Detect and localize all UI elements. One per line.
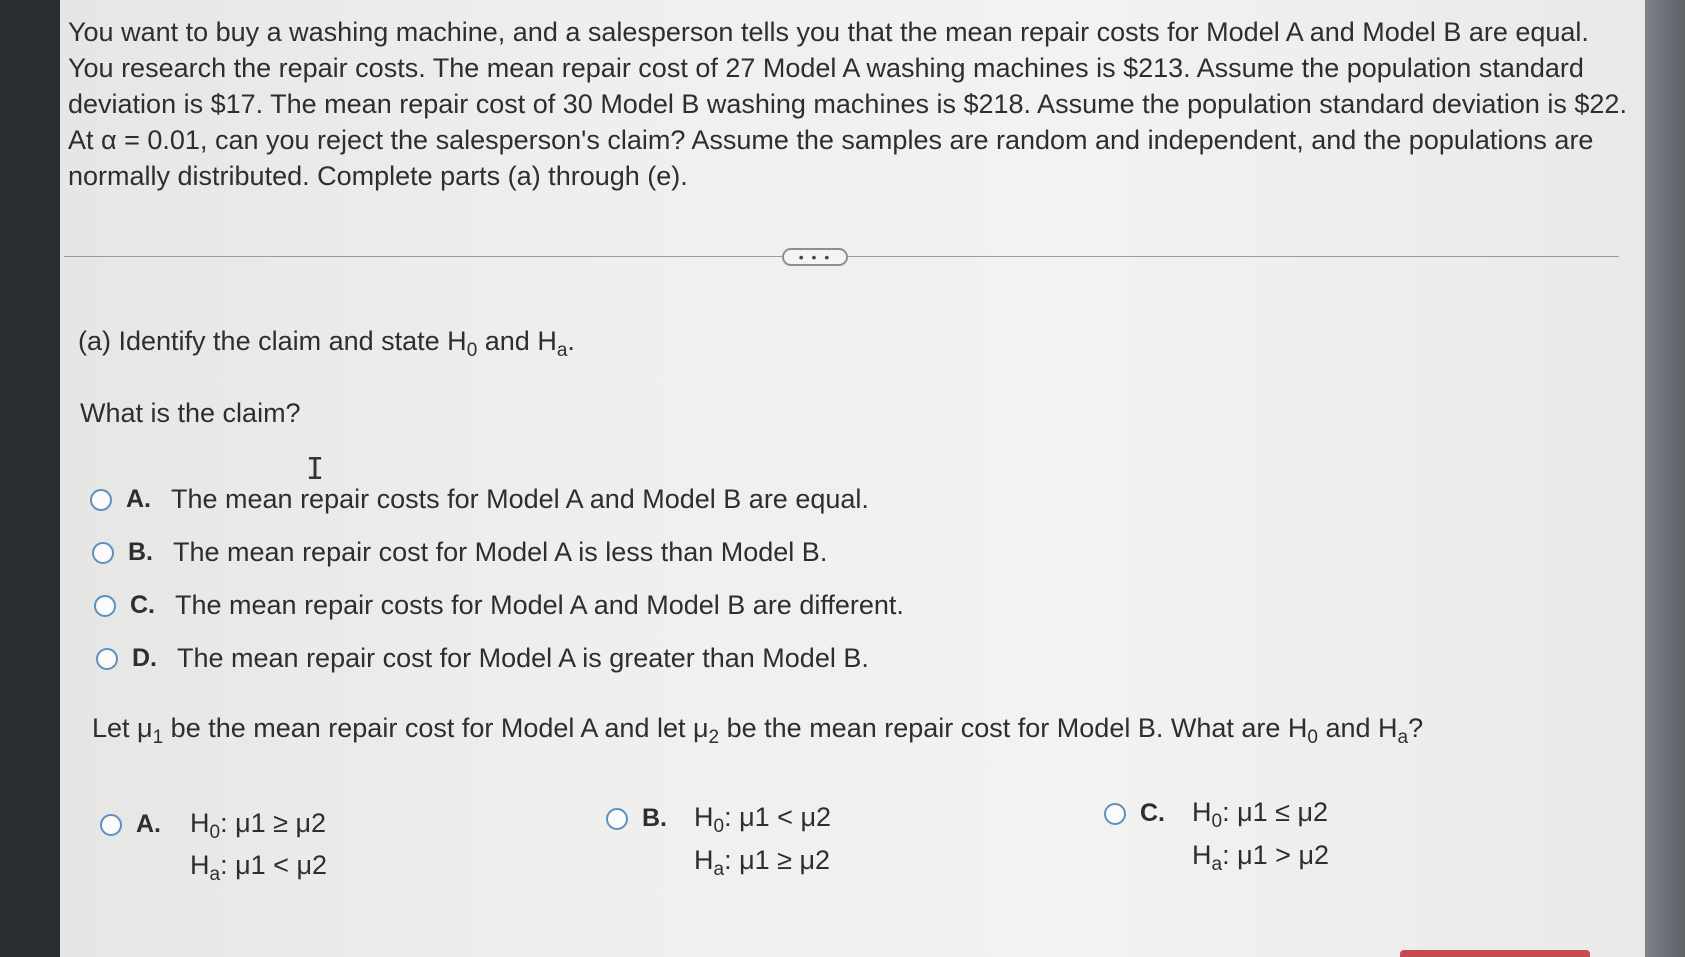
hypothesis-c-null: $H_0$: μ1 ≤ μ2 <box>1192 797 1329 832</box>
hypothesis-option-b[interactable]: B. <box>606 804 687 833</box>
hypothesis-a-alt: $H_a$: μ1 < μ2 <box>190 850 328 885</box>
claim-question: What is the claim? <box>80 398 301 428</box>
radio-button[interactable] <box>606 808 628 830</box>
window-edge <box>1645 0 1685 957</box>
hypothesis-b-null: $H_0$: μ1 < μ2 <box>694 802 832 837</box>
radio-button[interactable] <box>94 595 116 617</box>
hypothesis-question: Let $\mu_1$ be the mean repair cost for Model A and let $\mu_2$ be the mean repair cost for Model B. What are $H_0$ and $H_a$? <box>92 713 1424 748</box>
radio-button[interactable] <box>90 489 112 511</box>
action-button-edge[interactable] <box>1400 950 1590 957</box>
claim-option-c[interactable]: C. The mean repair costs for Model A and Model B are different. <box>94 590 904 621</box>
part-a-heading: (a) Identify the claim and state $H_0$ and $H_a$. <box>78 326 575 361</box>
expand-more-button[interactable]: • • • <box>782 248 848 266</box>
hypothesis-b-alt: $H_a$: μ1 ≥ μ2 <box>694 845 831 880</box>
text-cursor-icon: I <box>306 452 325 487</box>
claim-option-a[interactable]: A. The mean repair costs for Model A and Model B are equal. <box>90 484 869 515</box>
claim-option-d[interactable]: D. The mean repair cost for Model A is greater than Model B. <box>96 643 869 674</box>
hypothesis-c-alt: $H_a$: μ1 > μ2 <box>1192 840 1330 875</box>
claim-option-b[interactable]: B. The mean repair cost for Model A is less than Model B. <box>92 537 827 568</box>
radio-button[interactable] <box>1104 803 1126 825</box>
hypothesis-a-null: $H_0$: μ1 ≥ μ2 <box>190 808 327 843</box>
hypothesis-option-c[interactable]: C. <box>1104 799 1185 828</box>
hypothesis-option-a[interactable]: A. <box>100 810 181 839</box>
problem-statement: You want to buy a washing machine, and a salesperson tells you that the mean repair costs for Model A and Model B are equal. You research the repair costs. The mean repair cost of 27 Model A washing machines is $213. Assume the population standard deviation is $17. The mean repair cost of 30 Model B washing machines is $218. Assume the population standard deviation is $22. At α = 0.01, can you reject the salesperson's claim? Assume the samples are random and independent, and the populations are normally distributed. Complete parts (a) through (e). <box>68 17 1627 191</box>
radio-button[interactable] <box>92 542 114 564</box>
radio-button[interactable] <box>96 648 118 670</box>
radio-button[interactable] <box>100 814 122 836</box>
